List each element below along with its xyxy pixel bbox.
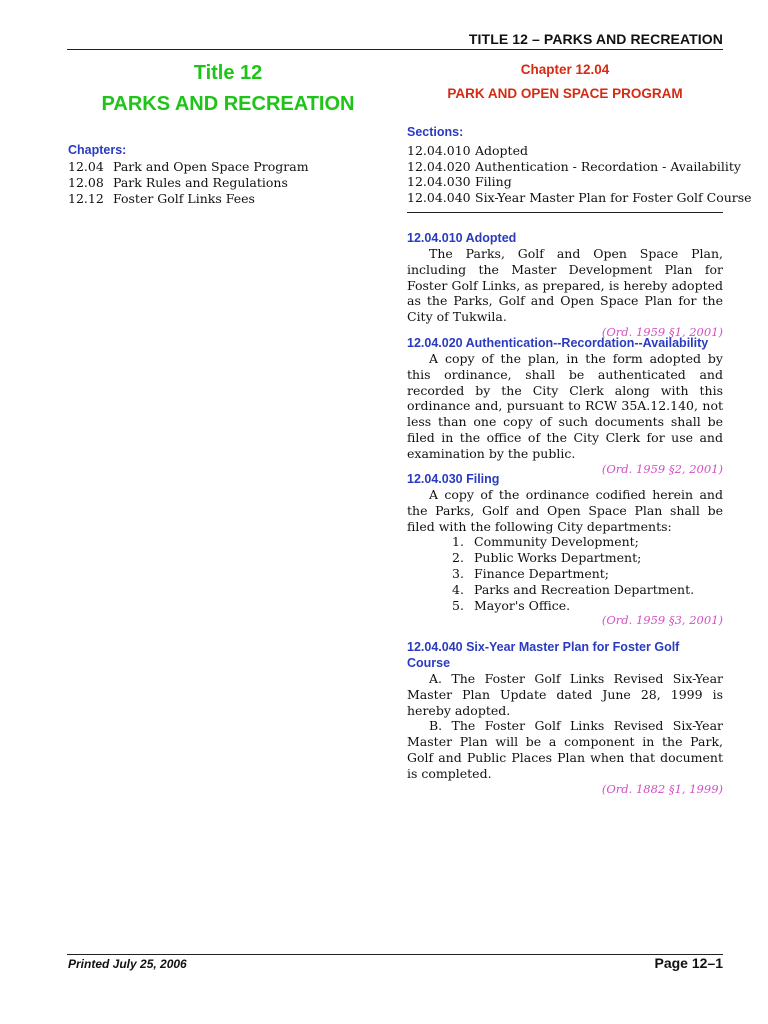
header-rule (67, 49, 723, 50)
department-list (407, 534, 723, 613)
section-list-item (407, 190, 752, 206)
section-heading: 12.04.040 Six-Year Master Plan for Foster Golf Course (407, 640, 680, 670)
section-item-name: Filing (475, 174, 512, 190)
list-item: 3. Finance Department; (452, 565, 610, 581)
history-note: (Ord. 1959 §3, 2001) (601, 613, 723, 628)
section-item-name: Six-Year Master Plan for Foster Golf Course (475, 190, 752, 206)
history-note: (Ord. 1959 §1, 2001) (601, 324, 723, 339)
running-head: TITLE 12 – PARKS AND RECREATION (468, 31, 723, 47)
history-note: (Ord. 1882 §1, 1999) (601, 781, 723, 796)
title-number: Title 12 (193, 62, 263, 84)
list-item: 5. Mayor's Office. (452, 597, 571, 613)
section-item-number: 12.04.020 (407, 158, 471, 174)
footer-rule (67, 954, 723, 955)
chapter-list-item (68, 191, 309, 207)
chapter-item-name: Park and Open Space Program (113, 159, 309, 174)
section-text: A copy of the plan, in the form adopted by this ordinance, shall be authenticated and recorded by the City Clerk along with this ordinance and, pursuant to RCW 35A.12.140, not less than one copy of such documents shall be filed in the office of the City Clerk for use and examination by the public. (407, 351, 723, 461)
sections-label: Sections: (407, 125, 464, 139)
section-item-number: 12.04.030 (407, 174, 471, 190)
title-name: PARKS AND RECREATION (101, 93, 355, 115)
chapter-item-number: 12.12 (68, 191, 104, 206)
page-number: Page 12–1 (654, 955, 723, 971)
list-item: 2. Public Works Department; (452, 550, 642, 566)
section-text: The Parks, Golf and Open Space Plan, including the Master Development Plan for Foster Golf Links, as prepared, is hereby adopted as the Parks, Golf and Open Space Plan for the City of Tukwila. (407, 246, 723, 325)
section-list-item (407, 159, 752, 175)
section-item-name: Adopted (475, 143, 528, 158)
sections-rule (407, 212, 723, 213)
list-item: 4. Parks and Recreation Department. (452, 581, 695, 597)
section-heading: 12.04.020 Authentication--Recordation--Availability (407, 336, 709, 350)
printed-date: Printed July 25, 2006 (68, 957, 187, 971)
section-list-item (407, 143, 752, 159)
section-heading: 12.04.010 Adopted (407, 231, 517, 245)
chapter-item-name: Foster Golf Links Fees (113, 191, 255, 206)
chapters-list (68, 159, 309, 207)
chapter-item-number: 12.04 (68, 159, 104, 174)
section-text: A copy of the ordinance codified herein and the Parks, Golf and Open Space Plan shall be filed with the following City departments: (407, 487, 723, 534)
section-12-04-040 (407, 639, 723, 796)
section-12-04-010 (407, 230, 723, 339)
section-12-04-020 (407, 335, 723, 476)
section-item-number: 12.04.010 (407, 143, 471, 158)
chapter-list-item (68, 159, 309, 175)
chapter-title: PARK AND OPEN SPACE PROGRAM (447, 86, 683, 101)
chapter-list-item (68, 175, 309, 191)
sections-list (407, 143, 752, 206)
section-item-name: Authentication - Recordation - Availability (475, 158, 741, 174)
section-item-number: 12.04.040 (407, 190, 471, 206)
chapter-item-number: 12.08 (68, 175, 104, 190)
section-paragraph-a: A. The Foster Golf Links Revised Six-Year Master Plan Update dated June 28, 1999 is hereby adopted. (407, 671, 723, 718)
section-heading: 12.04.030 Filing (407, 472, 500, 486)
chapter-item-name: Park Rules and Regulations (113, 175, 288, 190)
section-list-item (407, 174, 752, 190)
list-item: 1. Community Development; (452, 534, 639, 550)
chapter-number: Chapter 12.04 (520, 62, 610, 77)
section-12-04-030 (407, 471, 723, 627)
history-note: (Ord. 1959 §2, 2001) (601, 461, 723, 476)
section-paragraph-b: B. The Foster Golf Links Revised Six-Year Master Plan will be a component in the Park, Golf and Public Places Plan when that document is completed. (407, 718, 723, 781)
chapters-label: Chapters: (68, 143, 127, 157)
